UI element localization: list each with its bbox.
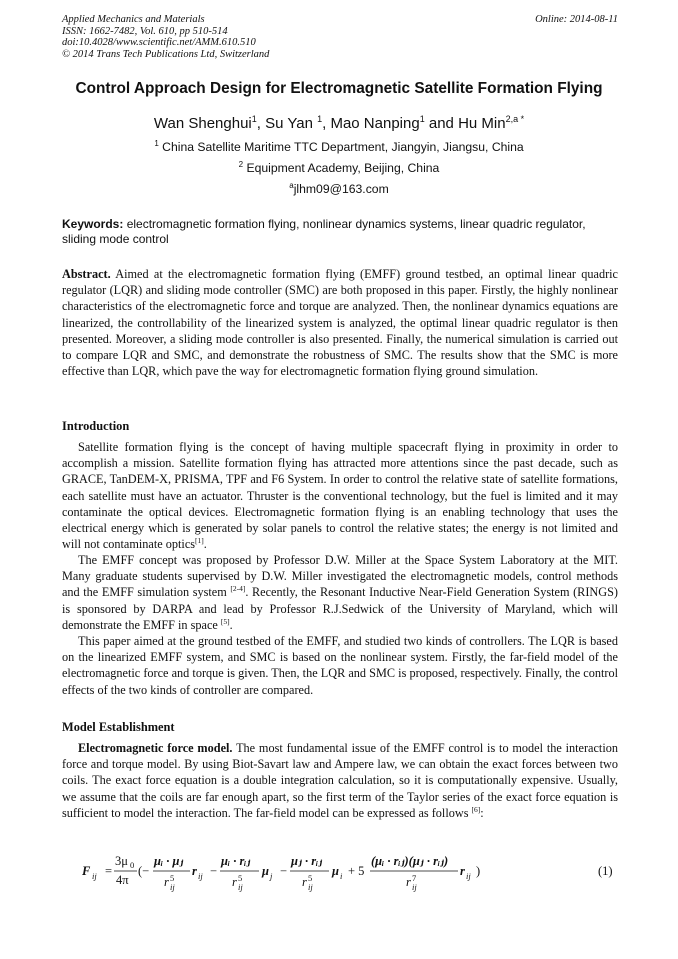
- eq-lhs: F: [82, 864, 91, 878]
- eq-t1-num: μᵢ · μⱼ: [154, 854, 184, 868]
- introduction-heading: Introduction: [62, 419, 130, 433]
- author-1-affil: 1: [251, 114, 257, 124]
- eq-t1-den-sup: 5: [170, 873, 175, 883]
- intro-p2-text-b: . Recently, the Resonant Inductive Near-Field Generation System (RINGS) is sponsored by DARPA and lead by Professor R.J.Sedwick of the University of Maryland, which will demonstrate the EMFF in space: [62, 585, 618, 632]
- online-date: Online: 2014-08-11: [535, 14, 618, 25]
- eq-plus-five: + 5: [348, 864, 365, 878]
- affiliation-1-text: China Satellite Maritime TTC Department, Jiangyin, Jiangsu, China: [162, 140, 524, 155]
- affiliation-2-text: Equipment Academy, Beijing, China: [246, 161, 440, 176]
- citation-5: [5]: [220, 616, 230, 626]
- eq-t1-den: r: [164, 875, 169, 889]
- citation-2-4: [2-4]: [230, 584, 246, 594]
- eq-t2-den: r: [232, 875, 237, 889]
- eq-frac-num: 3μ: [115, 854, 128, 868]
- eq-minus-2: −: [280, 864, 288, 878]
- intro-p1-text: Satellite formation flying is the concept of having multiple spacecraft flying in proximity in order to accomplish a mission. Satellite formation flying has attracted more attentions since the past decade, such as GRACE, TanDEM-X, PRISMA, TPF and F6 System. In order to control the relative state of satellite formations, each satellite must have an actuator. Thruster is the conventional technology, but the fuel is limited and it may contaminate the optical devices. Electromagnetic formation flying is an enabling technology that uses the electrical energy which is generated by solar panels to control the relative states; the energy is not limited and will not contaminate optics: [62, 440, 618, 552]
- author-4: and Hu Min: [424, 115, 506, 132]
- eq-t3-den-sup: 5: [308, 873, 313, 883]
- model-paragraph-1: [62, 740, 618, 821]
- eq-t3-den: r: [302, 875, 307, 889]
- author-2-affil: 1: [317, 114, 323, 124]
- eq-t2-tail: μ: [262, 864, 269, 878]
- eq-t3-tail-sub: i: [340, 871, 343, 881]
- model-heading: Model Establishment: [62, 720, 175, 734]
- citation-6: [6]: [471, 804, 481, 814]
- model-p1-label: Electromagnetic force model.: [78, 741, 233, 755]
- model-p1-end: :: [480, 805, 484, 820]
- eq-lhs-sub: ij: [92, 871, 97, 881]
- equation-number: (1): [598, 864, 613, 878]
- eq-frac-den: 4π: [116, 873, 129, 887]
- intro-paragraph-2: [62, 552, 618, 633]
- eq-t2-tail-sub: j: [270, 871, 273, 881]
- keywords-text: electromagnetic formation flying, nonlinear dynamics systems, linear quadric regulator, sliding mode control: [62, 217, 586, 246]
- intro-p1-end: .: [203, 537, 207, 552]
- author-2: , Su Yan: [256, 115, 318, 132]
- eq-t1-den-sub: ij: [170, 882, 175, 892]
- eq-t1-tail: r: [192, 864, 197, 878]
- copyright: © 2014 Trans Tech Publications Ltd, Switzerland: [62, 48, 270, 60]
- author-4-affil: 2,a *: [505, 114, 525, 124]
- doi: doi:10.4028/www.scientific.net/AMM.610.510: [62, 37, 256, 48]
- affiliation-2: [0, 160, 678, 175]
- journal-name: Applied Mechanics and Materials: [62, 14, 205, 25]
- citation-1: [1]: [195, 536, 204, 546]
- abstract-label: Abstract.: [62, 267, 111, 281]
- eq-t3-tail: μ: [332, 864, 339, 878]
- email-line: [0, 181, 678, 196]
- eq-t1-tail-sub: ij: [198, 871, 203, 881]
- eq-t2-den-sup: 5: [238, 873, 243, 883]
- email-address: jlhm09@163.com: [293, 182, 389, 197]
- abstract-text: Aimed at the electromagnetic formation flying (EMFF) ground testbed, an optimal linear quadric regulator (LQR) and sliding mode controller (SMC) are both proposed in this paper. Firstly, the highly nonlinear characteristics of the electromagnetic force and torque are analyzed. Then, the nonlinear dynamics equations are linearized, the controllability of the linearized system is analyzed, the optimal linear quadric regulator is then presented. Moreover, a sliding mode controller is also presented. Finally, the numerical simulation is carried out to compare LQR and SMC, and demonstrate the robustness of SMC. The results show that the SMC is more effective than LQR, which pave the way for electromagnetic formation flying ground simulation.: [62, 267, 618, 379]
- eq-t2-den-sub: ij: [238, 882, 243, 892]
- eq-t4-den: r: [406, 875, 411, 889]
- eq-t4-num: (μᵢ · rᵢⱼ)(μⱼ · rᵢⱼ): [371, 854, 449, 868]
- author-3-affil: 1: [419, 114, 425, 124]
- model-p1-text: The most fundamental issue of the EMFF control is to model the interaction force and torque model. By using Biot-Savart law and Ampere law, we can obtain the exact forces between two coils. The exact force equation is a double integration calculation, so it is computationally expensive. Usually, we assume that the coils are far enough apart, so the first term of the Taylor series of the exact force equation is sufficient to model the interaction. The far-field model can be expressed as follows: [62, 741, 618, 820]
- author-3: , Mao Nanping: [322, 115, 420, 132]
- keywords-label: Keywords:: [62, 217, 124, 231]
- abstract: [62, 266, 618, 379]
- affiliation-2-marker: 2: [238, 160, 244, 169]
- eq-t4-tail: r: [460, 864, 465, 878]
- eq-frac-num-sub: 0: [130, 860, 135, 870]
- intro-p2-end: .: [229, 617, 233, 632]
- email-marker: a: [289, 181, 294, 190]
- eq-t4-den-sub: ij: [412, 882, 417, 892]
- intro-paragraph-1: [62, 439, 618, 552]
- affiliation-1: [0, 139, 678, 154]
- intro-p2-text-a: The EMFF concept was proposed by Professor D.W. Miller at the Space System Laboratory at the MIT. Many graduate students supervised by D.W. Miller investigated the electromagnetic models, control methods and the EMFF simulation system: [62, 553, 618, 600]
- eq-t3-den-sub: ij: [308, 882, 313, 892]
- intro-paragraph-3: This paper aimed at the ground testbed of the EMFF, and studied two kinds of controllers. The LQR is based on the linearized EMFF system, and SMC is based on the nonlinear system. Firstly, the far-field model of the electromagnetic force and torque is given. Then, the LQR and SMC is proposed, respectively. Finally, the control effects of the two kinds of controller are compared.: [62, 634, 618, 697]
- author-list: [0, 114, 678, 132]
- eq-equals: =: [105, 864, 113, 878]
- author-1: Wan Shenghui: [153, 115, 252, 132]
- eq-close: ): [476, 864, 481, 878]
- eq-t4-tail-sub: ij: [466, 871, 471, 881]
- eq-t3-num: μⱼ · rᵢⱼ: [291, 854, 323, 868]
- equation-1: [78, 848, 618, 894]
- issn: ISSN: 1662-7482, Vol. 610, pp 510-514: [62, 25, 228, 37]
- eq-minus-1: −: [210, 864, 218, 878]
- eq-open: (−: [138, 864, 150, 878]
- paper-title: Control Approach Design for Electromagnetic Satellite Formation Flying: [75, 80, 603, 97]
- eq-t4-den-sup: 7: [412, 873, 417, 883]
- eq-t2-num: μᵢ · rᵢⱼ: [221, 854, 251, 868]
- keywords: [62, 217, 618, 247]
- journal-header: [62, 14, 618, 60]
- affiliation-1-marker: 1: [154, 139, 159, 148]
